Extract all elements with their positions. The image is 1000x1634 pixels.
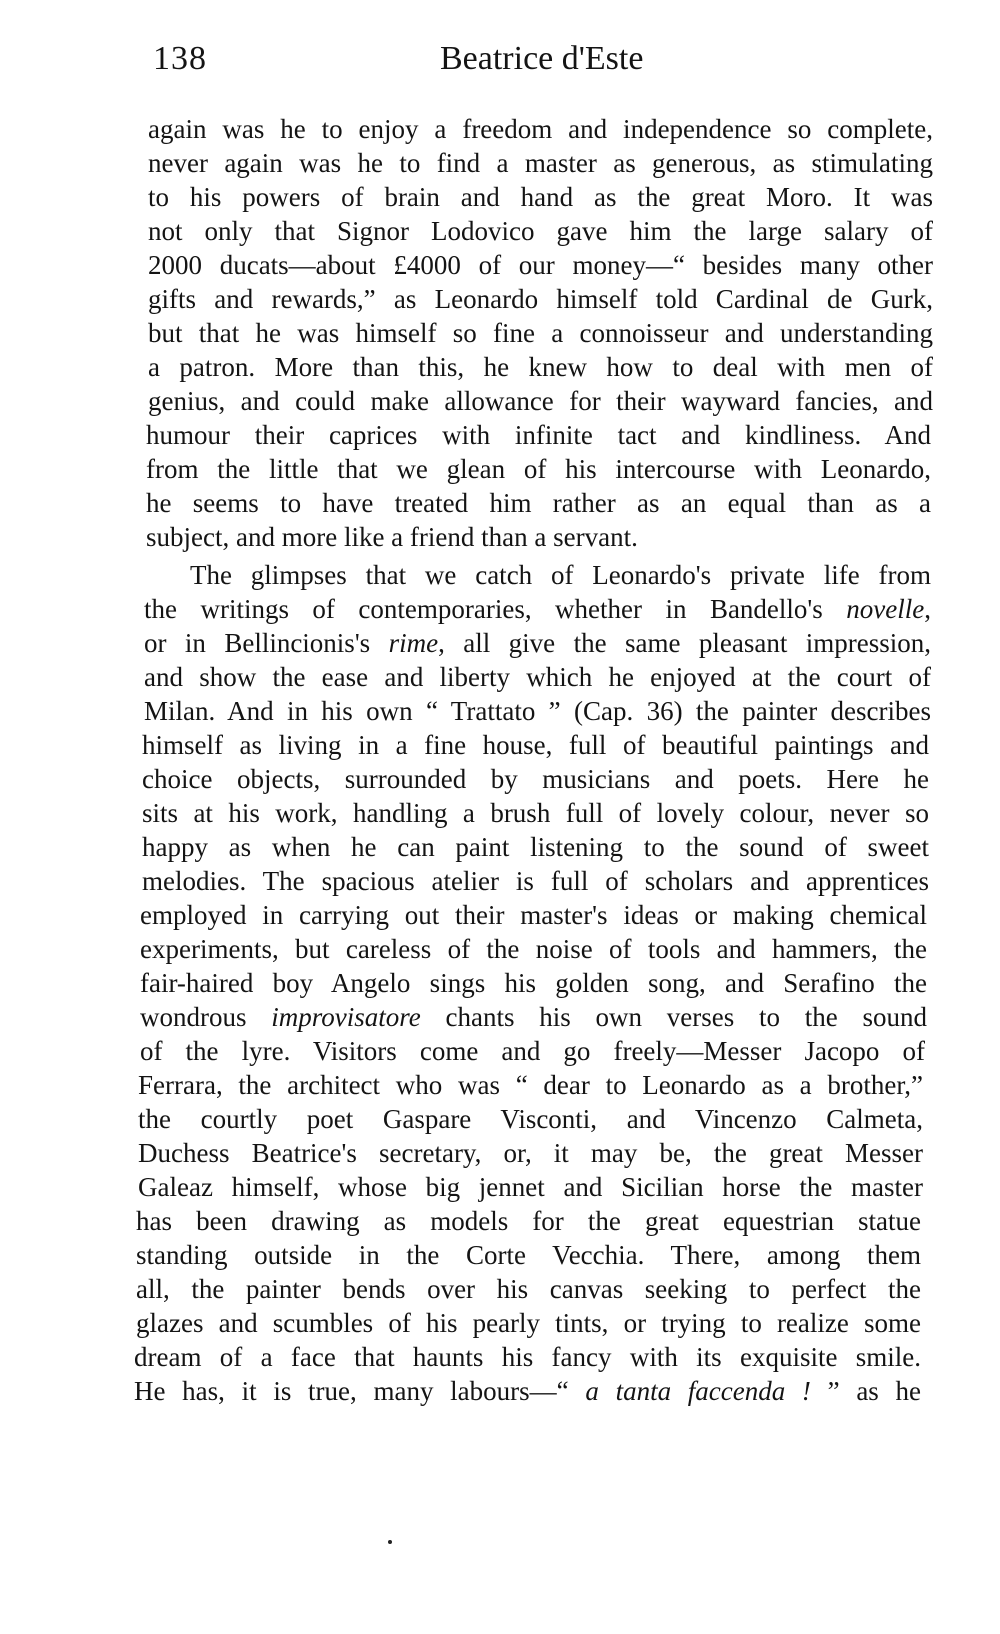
text-span: , (924, 594, 931, 624)
ink-speck (388, 1540, 392, 1544)
text-line: choice objects, surrounded by musicians and poets. Here he (142, 764, 929, 794)
text-line (144, 592, 931, 626)
italic-text: rime (388, 628, 439, 658)
italic-text: novelle (846, 594, 925, 624)
text-line: sits at his work, handling a brush full of lovely colour, never so (142, 798, 929, 828)
text-line: and show the ease and liberty which he enjoyed at the court of (144, 662, 931, 692)
text-span: the writings of contemporaries, whether in Bandello's (144, 594, 847, 624)
running-title: Beatrice d'Este (440, 40, 644, 77)
text-line: not only that Signor Lodovico gave him the large salary of (148, 216, 933, 246)
text-line: Galeaz himself, whose big jennet and Sicilian horse the master (138, 1172, 923, 1202)
text-line: subject, and more like a friend than a servant. (146, 522, 638, 552)
text-line (140, 1000, 927, 1034)
text-line: all, the painter bends over his canvas seeking to perfect the (136, 1274, 921, 1304)
text-line: The glimpses that we catch of Leonardo's private life from (190, 560, 931, 590)
text-line: he seems to have treated him rather as an equal than as a (146, 488, 931, 518)
text-line: genius, and could make allowance for their wayward fancies, and (148, 386, 933, 416)
text-line: dream of a face that haunts his fancy with its exquisite smile. (134, 1342, 921, 1372)
text-line: has been drawing as models for the great equestrian statue (136, 1206, 921, 1236)
text-line: happy as when he can paint listening to the sound of sweet (142, 832, 929, 862)
text-span: He has, it is true, many labours—“ (134, 1376, 586, 1406)
text-line: again was he to enjoy a freedom and independence so complete, (148, 114, 933, 144)
text-line: Ferrara, the architect who was “ dear to Leonardo as a brother,” (138, 1070, 923, 1100)
text-span: , all give the same pleasant impression, (438, 628, 931, 658)
text-line: gifts and rewards,” as Leonardo himself told Cardinal de Gurk, (148, 284, 933, 314)
text-line: never again was he to find a master as generous, as stimulating (148, 148, 933, 178)
text-line: glazes and scumbles of his pearly tints, or trying to realize some (136, 1308, 921, 1338)
italic-text: improvisatore (271, 1002, 421, 1032)
text-span: ” as he (810, 1376, 921, 1406)
page-number: 138 (153, 40, 207, 77)
text-line: to his powers of brain and hand as the great Moro. It was (148, 182, 933, 212)
text-line (144, 626, 931, 660)
text-line: from the little that we glean of his intercourse with Leonardo, (146, 454, 931, 484)
text-line: 2000 ducats—about £4000 of our money—“ besides many other (148, 250, 933, 280)
text-span: wondrous (140, 1002, 272, 1032)
text-line: Duchess Beatrice's secretary, or, it may be, the great Messer (138, 1138, 923, 1168)
text-line (134, 1374, 921, 1408)
text-line: a patron. More than this, he knew how to deal with men of (148, 352, 933, 382)
text-span: chants his own verses to the sound (420, 1002, 928, 1032)
text-line: employed in carrying out their master's ideas or making chemical (140, 900, 927, 930)
text-line: but that he was himself so fine a connoisseur and understanding (148, 318, 933, 348)
text-line: fair-haired boy Angelo sings his golden song, and Serafino the (140, 968, 927, 998)
text-line: humour their caprices with infinite tact and kindliness. And (146, 420, 931, 450)
text-line: melodies. The spacious atelier is full of scholars and apprentices (142, 866, 929, 896)
text-line: standing outside in the Corte Vecchia. There, among them (136, 1240, 921, 1270)
text-span: or in Bellincionis's (144, 628, 389, 658)
text-line: Milan. And in his own “ Trattato ” (Cap. 36) the painter describes (144, 696, 931, 726)
text-line: the courtly poet Gaspare Visconti, and Vincenzo Calmeta, (138, 1104, 923, 1134)
text-line: experiments, but careless of the noise of tools and hammers, the (140, 934, 927, 964)
italic-text: a tanta faccenda ! (585, 1376, 811, 1406)
text-line: himself as living in a fine house, full of beautiful paintings and (142, 730, 929, 760)
text-line: of the lyre. Visitors come and go freely—Messer Jacopo of (140, 1036, 925, 1066)
